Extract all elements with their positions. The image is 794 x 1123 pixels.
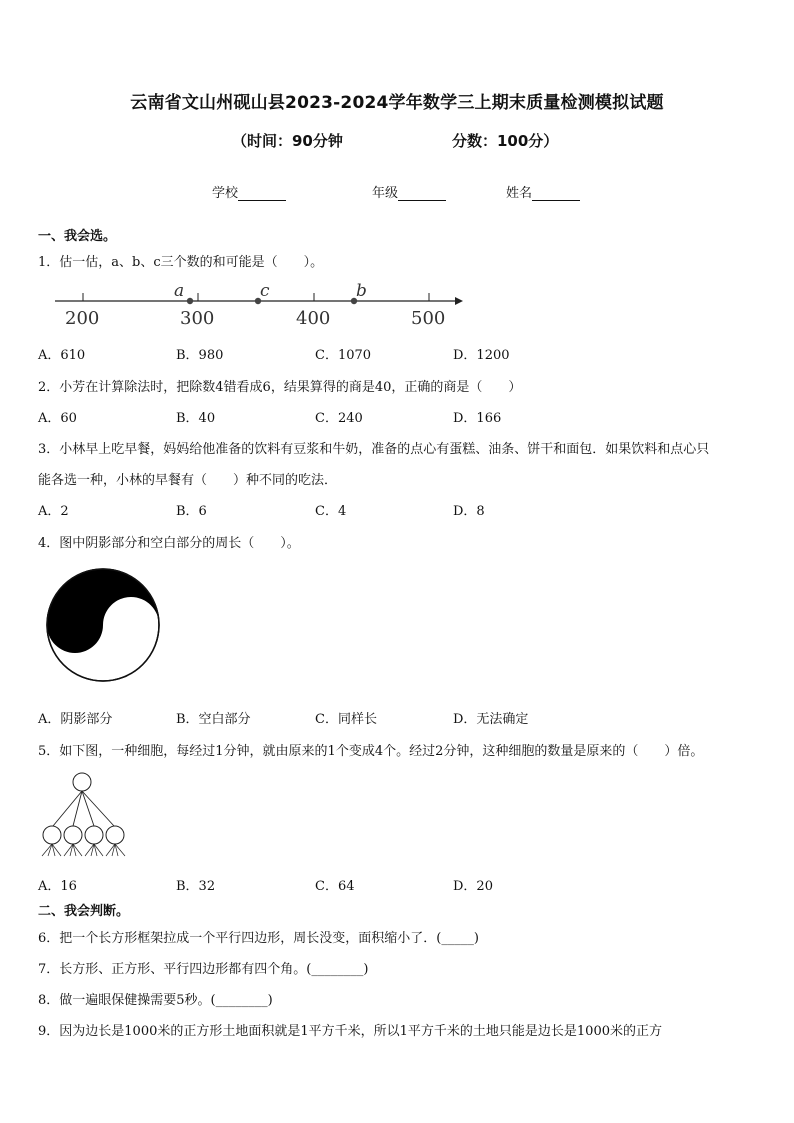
q2-option-a[interactable]: A．60 bbox=[38, 411, 77, 426]
cell-division-figure bbox=[38, 770, 138, 860]
question-4-text: 4．图中阴影部分和空白部分的周长（ ）。 bbox=[38, 536, 300, 551]
child-cell-3 bbox=[85, 826, 103, 844]
q1-option-c[interactable]: C．1070 bbox=[315, 348, 372, 363]
child-cell-4 bbox=[106, 826, 124, 844]
q4-option-a[interactable]: A．阴影部分 bbox=[38, 712, 113, 727]
next-generation-branches bbox=[42, 844, 125, 856]
question-9-text: 9．因为边长是1000米的正方形土地面积就是1平方千米，所以1平方千米的土地只能是边长是1000米的正方 bbox=[38, 1024, 662, 1039]
name-label: 姓名 bbox=[506, 186, 533, 201]
exam-score: 分数：100分） bbox=[452, 132, 559, 150]
tick-label-500: 500 bbox=[411, 308, 446, 329]
school-label: 学校 bbox=[212, 186, 239, 201]
school-field bbox=[212, 182, 286, 201]
name-field bbox=[506, 182, 580, 201]
point-label-c: c bbox=[260, 281, 270, 301]
question-3-text-line1: 3．小林早上吃早餐，妈妈给他准备的饮料有豆浆和牛奶，准备的点心有蛋糕、油条、饼干和面包．如果饮料和点心只 bbox=[38, 442, 710, 457]
q3-option-a[interactable]: A．2 bbox=[38, 504, 69, 519]
school-blank[interactable] bbox=[238, 188, 286, 201]
question-6-text: 6．把一个长方形框架拉成一个平行四边形，周长没变，面积缩小了．(_____) bbox=[38, 931, 479, 946]
point-label-a: a bbox=[174, 281, 185, 301]
arrow-right-icon bbox=[455, 297, 463, 305]
q5-option-a[interactable]: A．16 bbox=[38, 879, 77, 894]
point-a bbox=[187, 298, 193, 304]
name-blank[interactable] bbox=[532, 188, 580, 201]
exam-time: （时间：90分钟 bbox=[232, 132, 343, 150]
question-8-text: 8．做一遍眼保健操需要5秒。(________) bbox=[38, 993, 273, 1008]
q5-option-d[interactable]: D．20 bbox=[453, 879, 493, 894]
q3-option-c[interactable]: C．4 bbox=[315, 504, 347, 519]
grade-blank[interactable] bbox=[398, 188, 446, 201]
q3-option-b[interactable]: B．6 bbox=[176, 504, 207, 519]
tick-label-200: 200 bbox=[65, 308, 100, 329]
child-cell-2 bbox=[64, 826, 82, 844]
section-judge-heading: 二、我会判断。 bbox=[38, 904, 130, 919]
page-title: 云南省文山州砚山县2023-2024学年数学三上期末质量检测模拟试题 bbox=[130, 93, 664, 113]
section-choice-heading: 一、我会选。 bbox=[38, 229, 117, 244]
q1-option-b[interactable]: B．980 bbox=[176, 348, 224, 363]
question-7-text: 7．长方形、正方形、平行四边形都有四个角。(________) bbox=[38, 962, 369, 977]
q4-option-d[interactable]: D．无法确定 bbox=[453, 712, 529, 727]
q5-option-b[interactable]: B．32 bbox=[176, 879, 216, 894]
yin-yang-figure bbox=[45, 568, 165, 684]
grade-field bbox=[372, 182, 446, 201]
q1-option-d[interactable]: D．1200 bbox=[453, 348, 510, 363]
point-label-b: b bbox=[356, 281, 367, 301]
child-cell-1 bbox=[43, 826, 61, 844]
number-line-figure bbox=[50, 280, 470, 330]
q2-option-b[interactable]: B．40 bbox=[176, 411, 216, 426]
q4-option-c[interactable]: C．同样长 bbox=[315, 712, 377, 727]
q2-option-c[interactable]: C．240 bbox=[315, 411, 363, 426]
q4-option-b[interactable]: B．空白部分 bbox=[176, 712, 251, 727]
q5-option-c[interactable]: C．64 bbox=[315, 879, 355, 894]
grade-label: 年级 bbox=[372, 186, 399, 201]
tick-label-300: 300 bbox=[180, 308, 215, 329]
question-3-text-line2: 能各选一种，小林的早餐有（ ）种不同的吃法． bbox=[38, 473, 338, 488]
question-5-text: 5．如下图，一种细胞，每经过1分钟，就由原来的1个变成4个。经过2分钟，这种细胞的数量是原来的（ ）倍。 bbox=[38, 744, 704, 759]
parent-cell bbox=[73, 773, 91, 791]
tick-label-400: 400 bbox=[296, 308, 331, 329]
q3-option-d[interactable]: D．8 bbox=[453, 504, 485, 519]
q2-option-d[interactable]: D．166 bbox=[453, 411, 502, 426]
q1-option-a[interactable]: A．610 bbox=[38, 348, 86, 363]
question-1-text: 1．估一估，a、b、c三个数的和可能是（ ）。 bbox=[38, 255, 324, 270]
question-2-text: 2．小芳在计算除法时，把除数4错看成6，结果算得的商是40，正确的商是（ ） bbox=[38, 380, 522, 395]
